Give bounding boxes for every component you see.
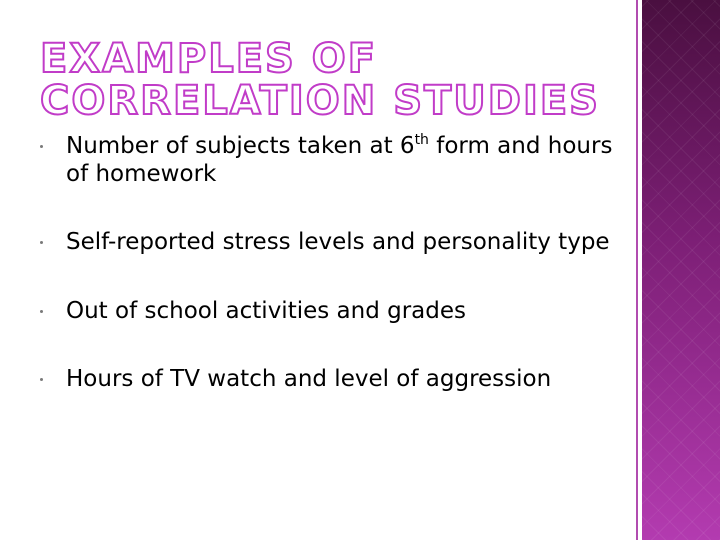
bullet-text: Out of school activities and grades: [66, 298, 467, 324]
bullet-item: [0, 365, 620, 393]
bullet-item: [0, 297, 620, 325]
bullet-text-end: form and hours of homework: [66, 133, 613, 187]
ordinal-superscript: th: [414, 132, 429, 148]
bullet-text: Self-reported stress levels and personality type: [66, 229, 610, 255]
bullet-dot-icon: [40, 310, 43, 313]
bullet-text-start: Number of subjects taken at 6: [66, 133, 415, 159]
bullet-list: [0, 128, 620, 393]
slide-title: EXAMPLES OF CORRELATION STUDIES: [40, 36, 600, 124]
bullet-dot-icon: [40, 378, 43, 381]
bullet-dot-icon: [40, 241, 43, 244]
bullet-dot-icon: [40, 145, 43, 148]
bullet-item: [0, 132, 620, 188]
bullet-item: [0, 228, 620, 256]
bullet-text: Hours of TV watch and level of aggression: [66, 366, 552, 392]
accent-divider-line: [636, 0, 638, 540]
decorative-side-panel: [642, 0, 720, 540]
